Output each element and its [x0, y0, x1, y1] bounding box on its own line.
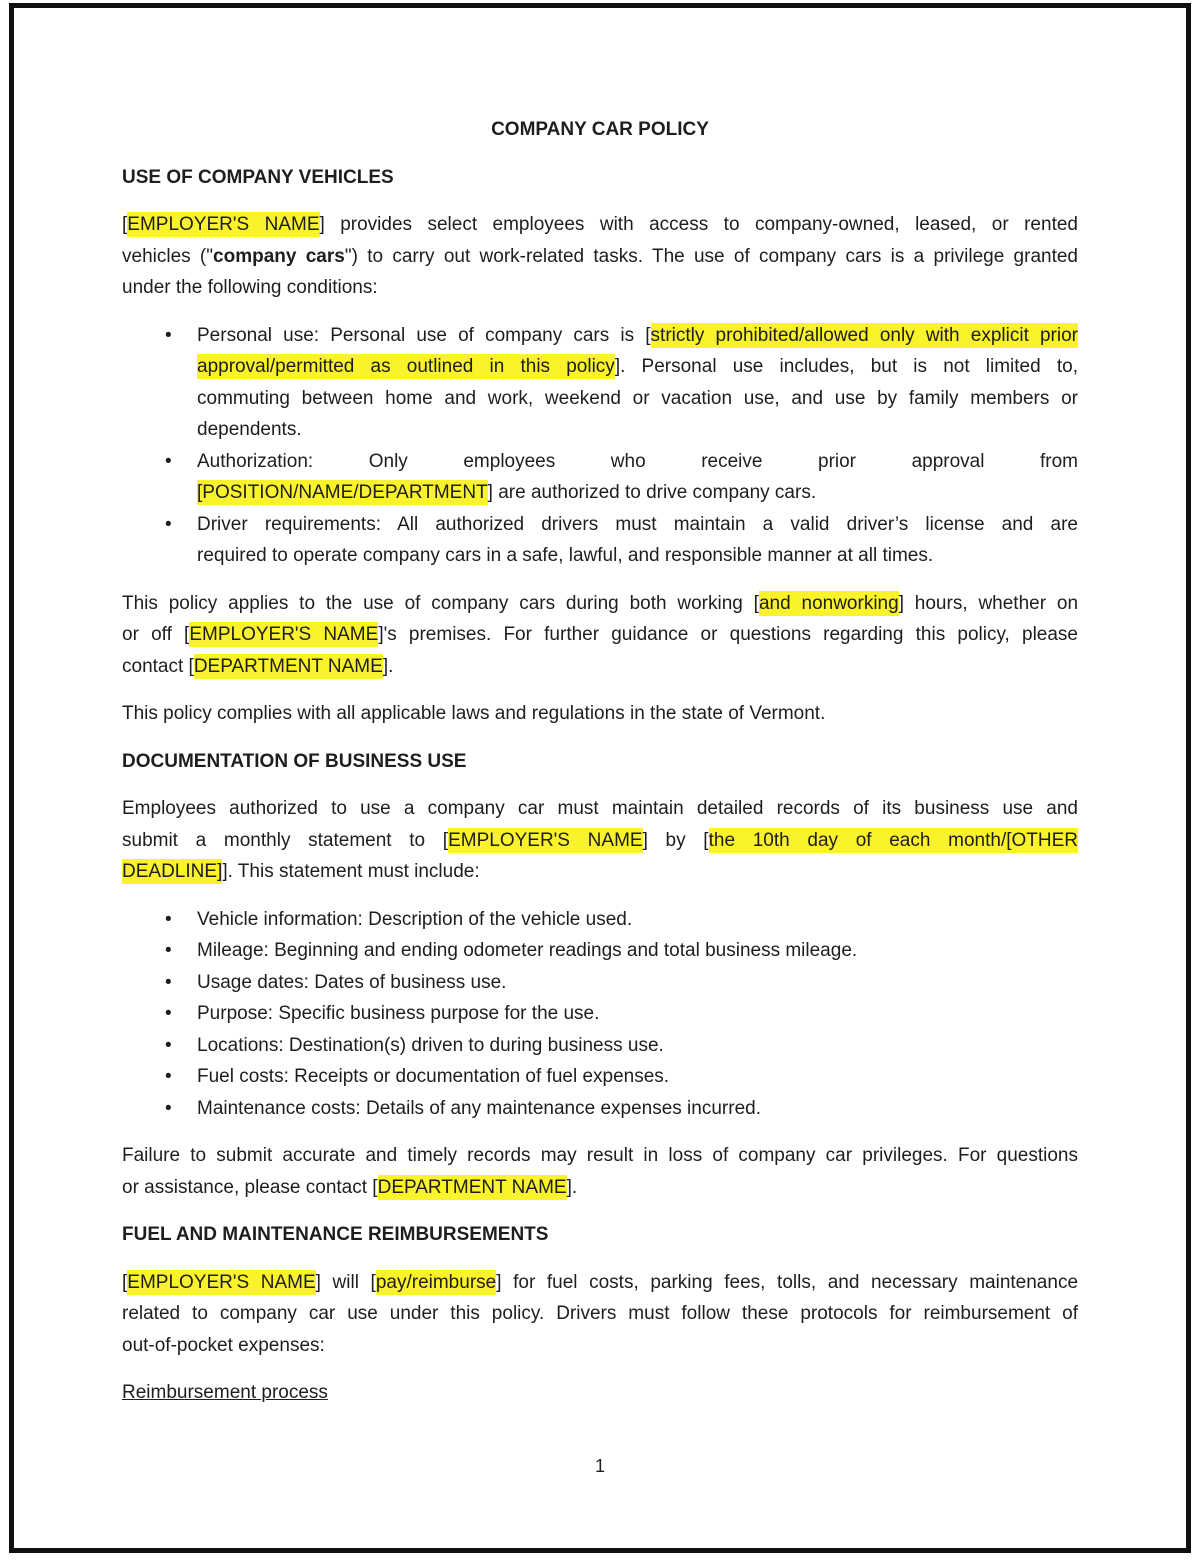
page-number: 1	[594, 1456, 605, 1476]
highlighted-placeholder: EMPLOYER'S NAME	[448, 829, 643, 851]
section-heading-use-of-company-vehicles: USE OF COMPANY VEHICLES	[122, 166, 394, 188]
list-item-driver-requirements	[122, 509, 1078, 572]
text-line	[197, 351, 1078, 383]
text-run: Fuel costs: Receipts or documentation of fuel expenses.	[197, 1066, 670, 1087]
text-line	[197, 540, 1078, 572]
text-run: ] are authorized to drive company cars.	[487, 482, 817, 503]
text-line: This policy complies with all applicable laws and regulations in the state of Vermont.	[122, 703, 826, 724]
text-line	[197, 414, 1078, 446]
text-line	[122, 1267, 1078, 1299]
text-run: Employees authorized to use a company car must maintain detailed records of its business use and	[122, 798, 1078, 819]
text-run: Purpose: Specific business purpose for the use.	[197, 1003, 600, 1024]
text-run: This policy applies to the use of company cars during both working [	[122, 592, 759, 614]
list-item-fuel-costs	[122, 1061, 1078, 1093]
text-run: out-of-pocket expenses:	[122, 1334, 325, 1356]
text-run: ] for fuel costs, parking fees, tolls, and necessary maintenance	[496, 1271, 1079, 1293]
text-line	[122, 209, 1078, 241]
highlighted-placeholder: EMPLOYER'S NAME	[189, 624, 379, 645]
text-run: ]. Personal use includes, but is not limited to,	[614, 356, 1078, 377]
text-line	[122, 793, 1078, 825]
conditions-bullet-list	[122, 320, 1078, 572]
text-line	[122, 272, 1078, 304]
text-run: dependents.	[197, 419, 302, 440]
text-line	[122, 588, 1078, 620]
list-item-personal-use	[122, 320, 1078, 446]
text-run: Vehicle information: Description of the vehicle used.	[197, 908, 633, 930]
text-line	[197, 998, 1078, 1030]
text-line	[122, 1330, 1078, 1362]
paragraph-failure-to-submit	[122, 1140, 1078, 1203]
paragraph-intro	[122, 209, 1078, 304]
text-line	[122, 1377, 1078, 1409]
text-run: Locations: Destination(s) driven to during business use.	[197, 1034, 664, 1056]
text-run: ].	[382, 655, 394, 677]
text-line	[197, 509, 1078, 541]
text-line	[122, 619, 1078, 651]
list-item-vehicle-information	[122, 904, 1078, 936]
text-run: Failure to submit accurate and timely records may result in loss of company car privileges. For questions	[122, 1145, 1078, 1166]
text-run: related to company car use under this policy. Drivers must follow these protocols for reimbursement of	[122, 1303, 1078, 1324]
text-run: [	[122, 1271, 128, 1293]
text-run: vehicles ("	[122, 245, 214, 267]
text-run: ") to carry out work-related tasks. The use of company cars is a privilege granted	[344, 245, 1079, 267]
text-line	[197, 935, 1078, 967]
highlighted-placeholder: approval/permitted as outlined in this policy	[197, 356, 615, 377]
text-line	[197, 477, 1078, 509]
text-line	[197, 320, 1078, 352]
text-run: or assistance, please contact [	[122, 1176, 378, 1198]
text-run: ] will [	[315, 1271, 376, 1293]
text-line	[197, 904, 1078, 936]
highlighted-placeholder: DEPARTMENT NAME	[193, 655, 383, 677]
list-item-locations	[122, 1030, 1078, 1062]
highlighted-placeholder: pay/reimburse	[375, 1271, 497, 1293]
highlighted-placeholder: EMPLOYER'S NAME	[127, 1271, 316, 1293]
text-run: ].	[566, 1176, 578, 1198]
highlighted-placeholder: DEADLINE]	[122, 861, 223, 882]
text-line	[122, 1172, 1078, 1204]
text-line	[197, 1093, 1078, 1125]
text-run: submit a monthly statement to [	[122, 829, 449, 851]
highlighted-placeholder: DEPARTMENT NAME	[377, 1176, 567, 1198]
paragraph-policy-complies	[122, 698, 1078, 730]
text-run: contact [	[122, 655, 194, 677]
text-run: ] by [	[642, 829, 709, 851]
text-run: ]'s premises. For further guidance or questions regarding this policy, please	[378, 624, 1079, 645]
text-run: under the following conditions:	[122, 277, 378, 298]
text-run: ] hours, whether on	[898, 592, 1079, 614]
section-heading-fuel-and-maintenance-reimbursements: FUEL AND MAINTENANCE REIMBURSEMENTS	[122, 1224, 549, 1245]
highlighted-placeholder: and nonworking	[758, 592, 899, 614]
text-line	[122, 241, 1078, 273]
list-item-mileage	[122, 935, 1078, 967]
text-run: Driver requirements: All authorized drivers must maintain a valid driver’s license and are	[197, 513, 1078, 535]
text-run: Maintenance costs: Details of any maintenance expenses incurred.	[197, 1097, 761, 1119]
text-run: Mileage: Beginning and ending odometer readings and total business mileage.	[197, 940, 858, 961]
text-run: Personal use: Personal use of company cars is [	[197, 324, 651, 346]
text-run: or off [	[122, 624, 190, 645]
text-run: Authorization: Only employees who receive prior approval from	[197, 450, 1078, 472]
text-line	[122, 825, 1078, 857]
paragraph-records	[122, 793, 1078, 888]
text-line	[122, 856, 1078, 888]
text-run: commuting between home and work, weekend or vacation use, and use by family members or	[197, 387, 1078, 409]
text-line	[197, 1030, 1078, 1062]
list-item-usage-dates	[122, 967, 1078, 999]
text-run: ]. This statement must include:	[222, 861, 480, 882]
text-line	[197, 383, 1078, 415]
highlighted-placeholder: strictly prohibited/allowed only with explicit prior	[650, 324, 1079, 346]
text-line	[122, 1298, 1078, 1330]
text-run: [	[122, 214, 128, 235]
section-heading-documentation-of-business-use: DOCUMENTATION OF BUSINESS USE	[122, 750, 467, 772]
text-line	[197, 1061, 1078, 1093]
highlighted-placeholder: EMPLOYER'S NAME	[127, 214, 320, 235]
text-line	[122, 1140, 1078, 1172]
list-item-authorization	[122, 446, 1078, 509]
statement-items-bullet-list	[122, 904, 1078, 1125]
text-line	[197, 446, 1078, 478]
list-item-purpose	[122, 998, 1078, 1030]
document-title: COMPANY CAR POLICY	[491, 119, 709, 140]
list-item-maintenance-costs	[122, 1093, 1078, 1125]
highlighted-placeholder: [POSITION/NAME/DEPARTMENT	[197, 482, 488, 503]
paragraph-policy-applies	[122, 588, 1078, 683]
paragraph-fuel-reimbursements	[122, 1267, 1078, 1362]
subheading-reimbursement-process	[122, 1377, 1078, 1409]
text-line	[122, 651, 1078, 683]
highlighted-placeholder: the 10th day of each month/[OTHER	[708, 829, 1078, 851]
text-run: ] provides select employees with access to company-owned, leased, or rented	[319, 214, 1078, 235]
text-run: company cars	[213, 245, 345, 267]
text-run: Reimbursement process	[122, 1382, 328, 1403]
text-run: required to operate company cars in a safe, lawful, and responsible manner at all times.	[197, 545, 934, 566]
text-line	[197, 967, 1078, 999]
text-run: Usage dates: Dates of business use.	[197, 971, 507, 993]
